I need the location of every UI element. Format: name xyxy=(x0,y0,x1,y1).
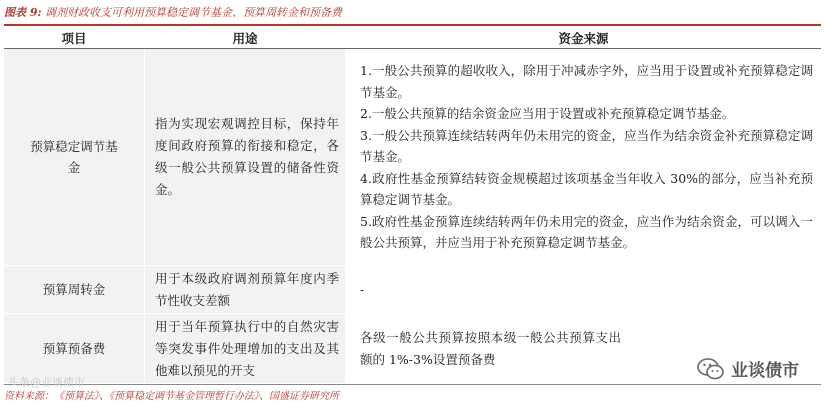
source-item: 3.一般公共预算连续结转两年仍未用完的资金，应当作为结余资金补充预算稳定调节基金。 xyxy=(360,127,813,165)
source-item: - xyxy=(360,281,365,297)
figure-title-text: 调剂财政收支可利用预算稳定调节基金、预算周转金和预备费 xyxy=(45,6,343,19)
usage-text: 指为实现宏观调控目标，保持年度间政府预算的衔接和稳定，各级一般公共预算设置的储备性资金。 xyxy=(155,116,339,197)
table-row xyxy=(4,266,821,313)
source-cell xyxy=(346,49,821,265)
watermark-text: 业谈债市 xyxy=(731,361,799,381)
usage-text: 用于当年预算执行中的自然灾害等突发事件处理增加的支出及其他难以预见的开支 xyxy=(155,318,339,378)
table-header xyxy=(4,26,821,49)
source-item: 2.一般公共预算的结余资金应当用于设置或补充预算稳定调节基金。 xyxy=(360,106,735,122)
usage-cell xyxy=(145,314,345,383)
item-cell xyxy=(4,314,144,383)
item-cell xyxy=(4,266,144,313)
watermark xyxy=(697,356,799,381)
item-name: 预算预备费 xyxy=(42,341,106,356)
header-item: 项目 xyxy=(61,31,87,46)
item-name: 预算周转金 xyxy=(42,282,106,297)
source-cell xyxy=(346,266,821,313)
table-row xyxy=(4,49,821,265)
figure-title xyxy=(4,4,342,20)
figure-number: 图表 9: xyxy=(4,6,42,19)
source-item: 4.政府性基金预算结转资金规模超过该项基金当年收入 30%的部分，应当补充预算稳定调节基金。 xyxy=(360,170,813,208)
bottom-rule xyxy=(4,384,821,385)
usage-cell xyxy=(145,266,345,313)
usage-text: 用于本级政府调剂预算年度内季节性收支差额 xyxy=(155,270,339,308)
header-source: 资金来源 xyxy=(558,31,609,46)
source-note: 资料来源：《预算法》、《预算稳定调节基金管理暂行办法》、国盛证券研究所 xyxy=(4,391,339,402)
source-item: 5.政府性基金预算连续结转两年仍未用完的资金，应当作为结余资金，可以调入一般公共预算，并应当用于补充预算稳定调节基金。 xyxy=(360,213,813,251)
watermark-secondary: 头条@业谈债市 xyxy=(8,376,85,389)
source-item: 各级一般公共预算按照本级一般公共预算支出额的 1%-3%设置预备费 xyxy=(360,330,621,367)
wechat-icon xyxy=(697,358,725,380)
source-item: 1.一般公共预算的超收收入，除用于冲减赤字外，应当用于设置或补充预算稳定调节基金。 xyxy=(360,63,813,100)
header-usage: 用途 xyxy=(232,31,258,46)
item-cell xyxy=(4,49,144,265)
usage-cell xyxy=(145,49,345,265)
item-name: 预算稳定调节基金 xyxy=(30,139,118,175)
